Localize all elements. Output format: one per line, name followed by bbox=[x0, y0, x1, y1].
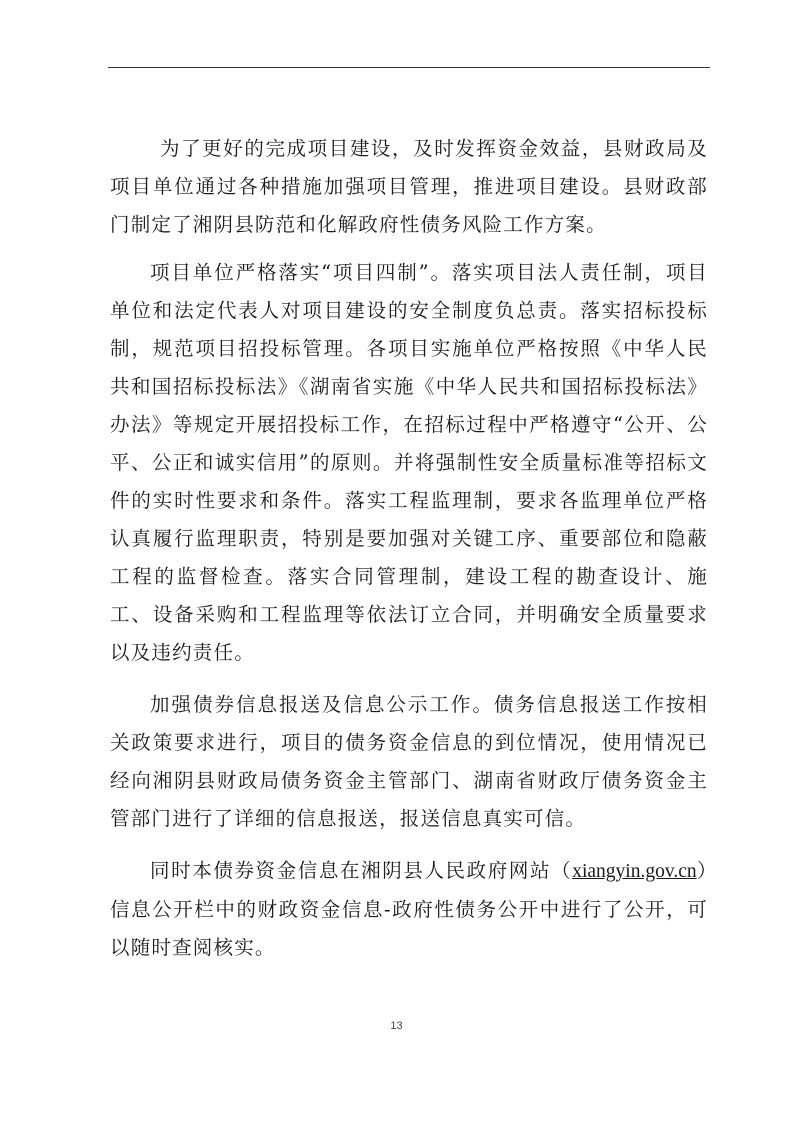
paragraph-four-systems: 项目单位严格落实“项目四制”。落实项目法人责任制，项目单位和法定代表人对项目建设的安全制度负总责。落实招标投标制，规范项目招投标管理。各项目实施单位严格按照《中华人民共和国招标投标法》《湖南省实施《中华人民共和国招标投标法》办法》等规定开展招投标工作，在招标过程中严格遵守“公开、公平、公正和诚实信用”的原则。并将强制性安全质量标准等招标文件的实时性要求和条件。落实工程监理制，要求各监理单位严格认真履行监理职责，特别是要加强对关键工序、重要部位和隐蔽工程的监督检查。落实合同管理制，建设工程的勘查设计、施工、设备采购和工程监理等依法订立合同，并明确安全质量要求以及违约责任。 bbox=[110, 261, 708, 664]
page-number: 13 bbox=[390, 1020, 403, 1032]
document-body bbox=[110, 130, 708, 981]
disclosure-text-start: 同时本债券资金信息在湘阴县人民政府网站（ bbox=[150, 859, 573, 882]
disclosure-text-end: ）信息公开栏中的财政资金信息-政府性债务公开中进行了公开，可以随时查阅核实。 bbox=[110, 859, 708, 959]
website-link[interactable]: xiangyin.gov.cn bbox=[572, 861, 697, 882]
paragraph-public-disclosure bbox=[110, 852, 708, 967]
paragraph-project-management: 为了更好的完成项目建设，及时发挥资金效益，县财政局及项目单位通过各种措施加强项目管理，推进项目建设。县财政部门制定了湘阴县防范和化解政府性债务风险工作方案。 bbox=[110, 137, 708, 236]
header-rule bbox=[108, 67, 710, 68]
paragraph-info-reporting: 加强债券信息报送及信息公示工作。债务信息报送工作按相关政策要求进行，项目的债务资金信息的到位情况，使用情况已经向湘阴县财政局债务资金主管部门、湖南省财政厅债务资金主管部门进行了详细的信息报送，报送信息真实可信。 bbox=[110, 693, 708, 830]
